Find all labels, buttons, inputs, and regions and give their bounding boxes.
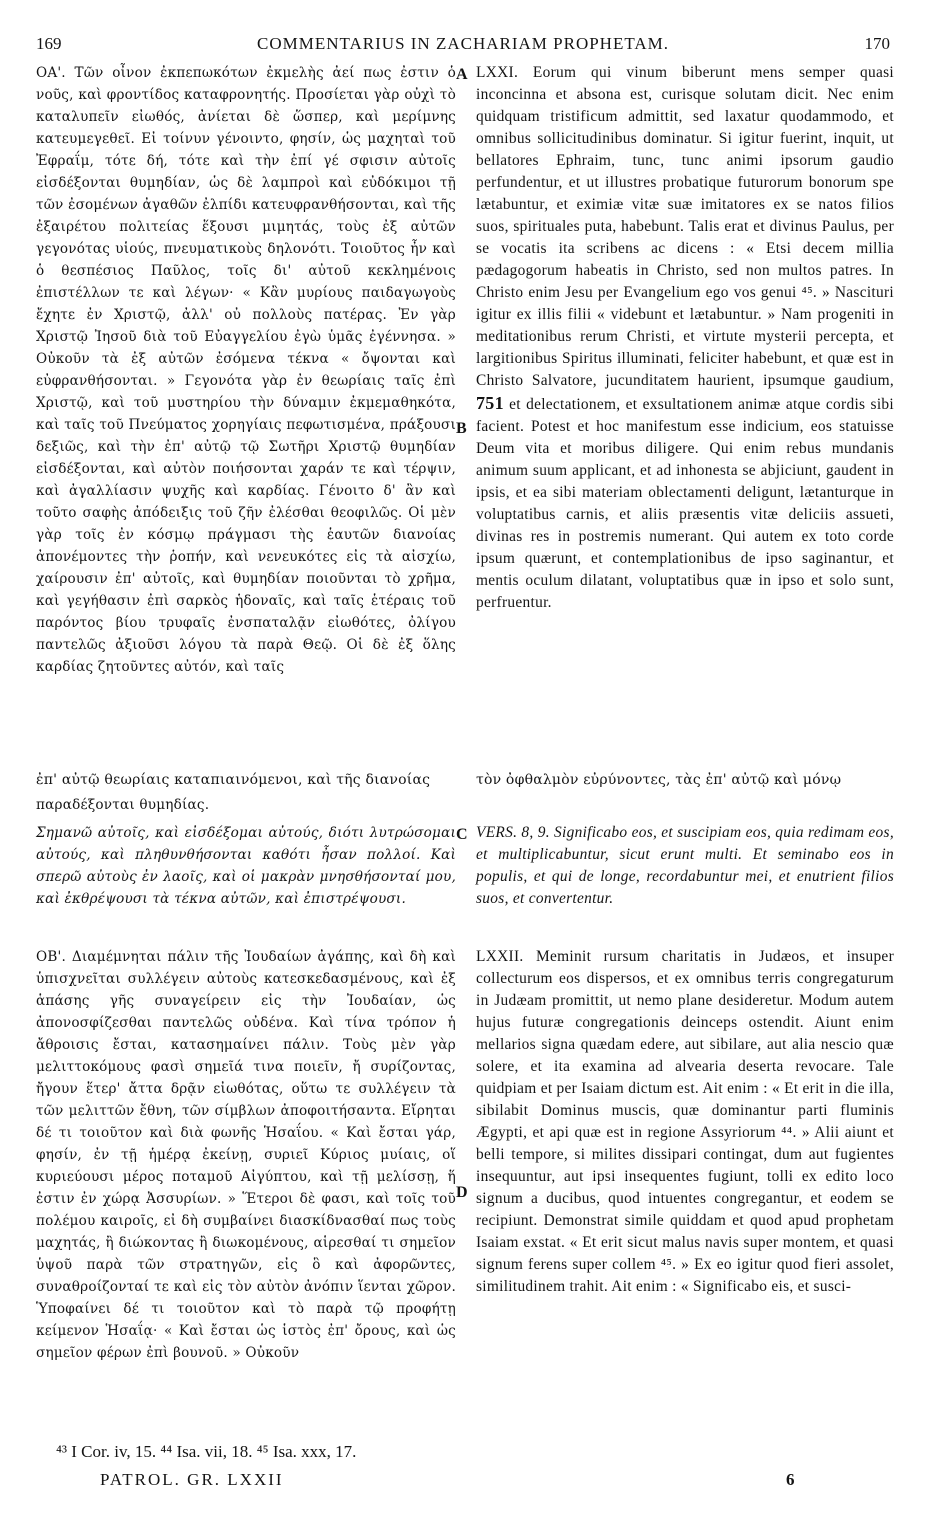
running-header	[36, 34, 890, 58]
latin-paragraph-71	[476, 62, 894, 614]
page-number-right: 170	[864, 34, 890, 53]
run-on-greek-right: τὸν ὀφθαλμὸν εὐρύνοντες, τὰς ἐπ' αὐτῷ καὶ μόνῳ	[476, 772, 842, 788]
page-number-left: 169	[36, 34, 62, 53]
latin-paragraph-71-text: LXXI. Eorum qui vinum biberunt mens semper quasi inconcinna et absona est, curisque solutam dicit. Nec enim quidquam tristificum admittit, sed laxatur quodammodo, et omnibus sollicitudinibus dominatur. Si igitur fuerint, inquit, ut bellatores Ephraim, tunc, tunc animi ipsorum gaudio perfundentur, et ut illustres probatique futurorum bonorum spe lætabuntur, et eximiæ vitæ suæ imitatores ex se natos filios suos, spirituales puta, habebunt. Talis erat et divinus Paulus, per se vocatis ita scribens ac dicens : « Etsi decem millia pædagogorum habeatis in Christo, sed non multos patres. In Christo enim Jesu per Evangelium ego vos genui ⁴⁵. » Nasciturі igitur ex illis filii « videbunt et lætabuntur. » Nam progeniti in meditationibus rerum Christi, et virtute mysterii percepta, et largitionibus Spiritus illuminati, feliciter habebunt, et quæ est in Christo Salvatore, jucunditatem haurient, ipsumque gaudium,	[476, 64, 894, 389]
section-marker-d: D	[456, 1184, 468, 1201]
run-on-greek: ἐπ' αὐτῷ θεωρίαις καταπιαινόμενοι, καὶ τῆς διανοίας	[36, 772, 431, 788]
latin-paragraph-71-cont: et delectationem, et exsultationem animæ atque cordis sibi facient. Potest et hoc manifestum esse indicium, eos statuisse Deum vita et moribus diligere. Qui enim rebus mundanis animum suum applicant, et ad inhonesta se abjiciunt, gaudent in ipsis, et ea sibi materiam oblectamenti deligunt, lætanturque in voluptatibus carnis, et aliis præsentis vitæ deliciis assueti, divinas res in postremis numerant. Qui autem ex toto corde ipsum quærunt, et contemplationibus de ipso saginantur, et mentis oculum dilatant, voluptatibus quæ in ipso et solo sunt, perfruentur.	[476, 396, 894, 611]
greek-column-section2	[36, 946, 456, 1364]
footnotes: ⁴³ I Cor. iv, 15. ⁴⁴ Isa. vii, 18. ⁴⁵ Isa. xxx, 17.	[56, 1442, 357, 1461]
greek-verse-block	[36, 822, 456, 910]
signature-number: 6	[786, 1470, 795, 1489]
latin-column-section2	[476, 946, 894, 1298]
column-number: 751	[476, 393, 504, 413]
section-marker-c: C	[456, 826, 468, 843]
greek-tail-line: παραδέξονται θυμηδίας.	[36, 797, 210, 813]
latin-paragraph-72: LXXII. Meminit rursum charitatis in Judæos, et insuper collecturum eos dispersos, et ex omnibus terris congregaturum in Judæam promittit, ut nemo plane desideretur. Modum autem hujus futuræ congregationis deinceps ostendit. Aiunt enim mellarios signa quædam edere, aut sibilare, aut alia nescio quæ solere, et ita examina ad alvearia deserta revocare. Tale quidpiam et per Isaiam dictum est. Ait enim : « Et erit in die illa, sibilabit Dominus muscis, quæ dominantur parti fluminis Ægypti, et api quæ est in regione Assyriorum ⁴⁴. » Alii aiunt et belli tempore, si milites dissipari contingat, dum aut fugientes insequuntur, aut ipsi insequentes fugiunt, tolli ex edito loco signum a ducibus, quod intuentes congregantur, et eodem se recipiunt. Demonstrat simile quiddam et quod apud prophetam Isaiam exstat. « Et erit sicut malus navis super montem, et quasi signum ferens super collem ⁴⁵. » Ex eo igitur quod fieri assolet, similitudinem trahit. Ait enim : « Significabo eis, et susci-	[476, 948, 894, 1295]
signature-mark: PATROL. GR. LXXII	[100, 1470, 284, 1489]
greek-paragraph-72: ΟΒ'. Διαμέμνηται πάλιν τῆς Ἰουδαίων ἀγάπης, καὶ δὴ καὶ ὑπισχνεῖται συλλέγειν αὐτοὺς κατεσκεδασμένους, καὶ ἐξ ἁπάσης γῆς συναγείρειν εἰς τὴν Ἰουδαίαν, ὡς ἀπονοσφίζεσθαι παντελῶς οὐδένα. Καὶ τίνα τρόπον ἡ ἄθροισις ἔσται, κατασημαίνει πάλιν. Τοὺς μὲν γὰρ μελιττοκόμους φασὶ σημεῖά τινα ποιεῖν, ἤ συρίζοντας, ἤγουν ἕτερ' ἄττα δρᾷν εἰωθότας, οὕτω τε συλλέγειν τὰ τῶν μελιττῶν ἔθνη, τῶν σίμβλων ἀποφοιτήσαντα. Εἴρηται δέ τι τοιοῦτον καὶ διὰ φωνῆς Ἡσαΐου. « Καὶ ἔσται γάρ, φησίν, ἐν τῇ ἡμέρᾳ ἐκείνῃ, συριεῖ Κύριος μυίαις, οἵ κυριεύουσι μέρος ποταμοῦ Αἰγύπτου, καὶ τῇ μελίσσῃ, ἥ ἐστιν ἐν χώρᾳ Ἀσσυρίων. » Ἕτεροι δὲ φασι, καὶ τοῖς τοῦ πολέμου καιροῖς, εἰ δὴ συμβαίνει διασκίδνασθαί πως τοὺς μαχητάς, ἢ διώκοντας ἢ διωκομένους, αἱρεσθαί τι σημεῖον ὑψοῦ παρὰ τῶν στρατηγῶν, εἰς ὃ καὶ ἀφορῶντες, συναθροίζονταί τε καὶ εἰς τὸν αὐτὸν ἀνόπιν ἵενται χῶρον. Ὑποφαίνει δέ τι τοιοῦτον καὶ τὸ παρὰ τῷ προφήτῃ κείμενον Ἡσαΐᾳ· « Καὶ ἔσται ὡς ἱστὸς ἐπ' ὄρους, καὶ ὡς σημεῖον φέρων ἐπὶ βουνοῦ. » Οὐκοῦν	[36, 949, 456, 1361]
greek-column-section1	[36, 62, 456, 678]
greek-verse: Σημανῶ αὐτοῖς, καὶ εἰσδέξομαι αὐτούς, διότι λυτρώσομαι αὐτούς, καὶ πληθυνθήσονται καθότι ἦσαν πολλοί. Καὶ σπερῶ αὐτοὺς ἐν λαοῖς, καὶ οἱ μακρὰν μνησθήσονταί μου, καὶ ἐκθρέψουσι τὰ τέκνα αὐτῶν, καὶ ἐπιστρέψουσι.	[36, 825, 456, 907]
latin-verse: VERS. 8, 9. Significabo eos, et suscipiam eos, quia redimam eos, et multiplicabuntur, sicut erunt multi. Et seminabo eos in populis, et qui de longe, recordabuntur mei, et enutrient filios suos, et convertentur.	[476, 824, 894, 907]
latin-verse-block	[476, 822, 894, 910]
latin-column-section1	[476, 62, 894, 614]
greek-paragraph-71: ΟΑ'. Τῶν οἶνον ἐκπεπωκότων ἐκμελὴς ἀεί πως ἐστιν ὁ νοῦς, καὶ φροντίδος καταφρονητής. Προσίεται γὰρ οὐχὶ τὸ καταλυπεῖν εἰωθός, ἀνίεται δὲ ὥσπερ, καὶ μερίμνης κατευμεγεθεῖ. Εἰ τοίνυν γένοιντο, φησίν, ὡς μαχηταὶ τοῦ Ἐφραΐμ, τότε δή, τότε καὶ τὴν ἐπί γέ σφισιν αὐτοῖς εἰσδέξονται θυμηδίαν, ὡς δὲ λαμπροὶ καὶ εὐδόκιμοι τῇ τῶν ἐσομένων ἀγαθῶν ἐλπίδι κατευφρανθήσονται, καὶ τῆς ἐξαιρέτου πολιτείας ἕξουσι μιμητάς, τοὺς ἐξ αὐτῶν γεγονότας υἱούς, πνευματικοὺς δηλονότι. Τοιοῦτος ἦν καὶ ὁ θεσπέσιος Παῦλος, τοῖς δι' αὐτοῦ κεκλημένοις ἐπιστέλλων τε καὶ λέγων· « Κἂν μυρίους παιδαγωγοὺς ἔχητε ἐν Χριστῷ, ἀλλ' οὐ πολλοὺς πατέρας. Ἐν γὰρ Χριστῷ Ἰησοῦ διὰ τοῦ Εὐαγγελίου ἐγὼ ὑμᾶς ἐγέννησα. » Οὐκοῦν τὰ ἐξ αὐτῶν ἐσόμενα τέκνα « ὄψονται καὶ εὐφρανθήσονται. » Γεγονότα γὰρ ἐν θεωρίαις ταῖς ἐπὶ Χριστῷ, καὶ τοῦ μυστηρίου τὴν δύναμιν ἐκμεμαθηκότα, καὶ ταῖς τοῦ Πνεύματος χορηγίαις πεφωτισμένα, πράξουσι δεξιῶς, καὶ τὴν ἐπ' αὐτῷ τῷ Σωτῆρι Χριστῷ θυμηδίαν εἰσδέξονται, καὶ αὐτὸν ποιήσονται χαράν τε καὶ τέρψιν, καὶ ἀγαλλίασιν ψυχῆς καὶ καρδίας. Γένοιτο δ' ἂν καὶ τοῦτο σαφὴς ἀπόδειξις τοῦ ζῆν ἐλέσθαι θεοφιλῶς. Οἱ μὲν γὰρ τοῖς ἐν κόσμῳ πράγμασι τὴς ἑαυτῶν διανοίας ἀπονέμοντες τὴν ῥοπήν, καὶ νενευκότες εἰς τὰ αἰσχίω, χαίρουσιν ἐπ' αὐτοῖς, καὶ θυμηδίαν ποιοῦνται τὸ χρῆμα, καὶ γεγήθασιν ἐπὶ σαρκὸς ἡδοναῖς, καὶ ταῖς ἑτέραις τοῦ παρόντος βίου τρυφαῖς ἐνσπαταλᾷν εἰωθότες, ὀλίγου παντελῶς ἀξιοῦσι λόγου τὰ παρὰ Θεῷ. Οἱ δὲ ἐξ ὅλης καρδίας ζητοῦντες αὐτόν, καὶ ταῖς	[36, 65, 456, 675]
section-marker-a: A	[456, 66, 468, 83]
section-marker-b: B	[456, 420, 467, 437]
running-title: COMMENTARIUS IN ZACHARIAM PROPHETAM.	[256, 34, 670, 53]
